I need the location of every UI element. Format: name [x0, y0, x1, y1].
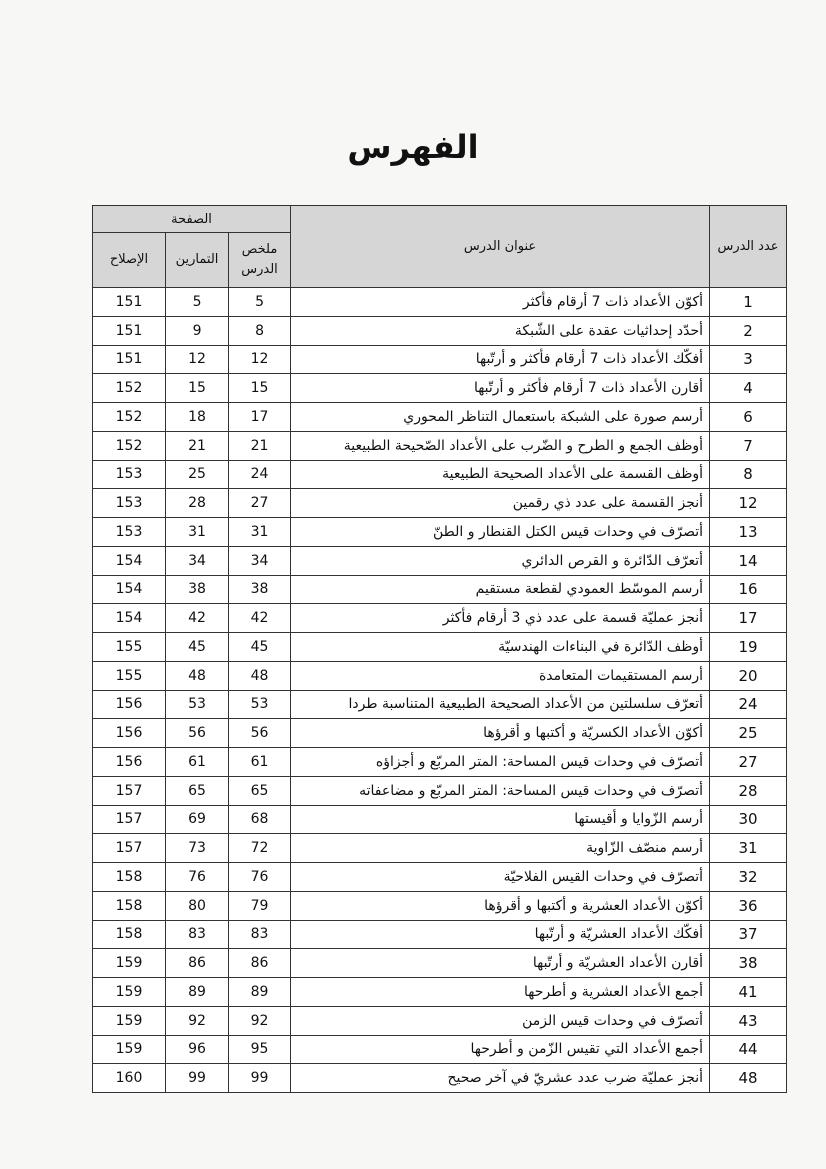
table-row [93, 374, 787, 403]
summary-page-cell: 5 [229, 288, 291, 317]
lesson-title-cell: أتصرّف في وحدات القيس الفلاحيّة [291, 863, 710, 892]
table-row [93, 661, 787, 690]
exercises-page-cell: 92 [166, 1006, 229, 1035]
lesson-title-cell: أحدّد إحداثيات عقدة على الشّبكة [291, 316, 710, 345]
exercises-page-cell: 61 [166, 748, 229, 777]
correction-page-cell: 156 [93, 719, 166, 748]
lesson-number-cell: 13 [710, 518, 787, 547]
correction-page-cell: 151 [93, 288, 166, 317]
exercises-page-cell: 80 [166, 891, 229, 920]
summary-page-cell: 79 [229, 891, 291, 920]
lesson-title-cell: أرسم صورة على الشبكة باستعمال التناظر المحوري [291, 403, 710, 432]
lesson-number-cell: 30 [710, 805, 787, 834]
lesson-number-cell: 32 [710, 863, 787, 892]
lesson-number-cell: 28 [710, 776, 787, 805]
table-row [93, 748, 787, 777]
header-lesson-title: عنوان الدرس [291, 206, 710, 288]
correction-page-cell: 153 [93, 518, 166, 547]
lesson-number-cell: 43 [710, 1006, 787, 1035]
lesson-number-cell: 24 [710, 690, 787, 719]
lesson-number-cell: 20 [710, 661, 787, 690]
exercises-page-cell: 96 [166, 1035, 229, 1064]
exercises-page-cell: 18 [166, 403, 229, 432]
lesson-number-cell: 16 [710, 575, 787, 604]
lesson-number-cell: 31 [710, 834, 787, 863]
exercises-page-cell: 21 [166, 431, 229, 460]
lesson-title-cell: أوظف الدّائرة في البناءات الهندسيّة [291, 633, 710, 662]
exercises-page-cell: 31 [166, 518, 229, 547]
correction-page-cell: 154 [93, 546, 166, 575]
correction-page-cell: 151 [93, 345, 166, 374]
lesson-title-cell: أجمع الأعداد التي تقيس الزّمن و أطرحها [291, 1035, 710, 1064]
table-row [93, 776, 787, 805]
summary-page-cell: 89 [229, 978, 291, 1007]
lesson-title-cell: أكوّن الأعداد الكسريّة و أكتبها و أقرؤها [291, 719, 710, 748]
lesson-number-cell: 25 [710, 719, 787, 748]
summary-page-cell: 45 [229, 633, 291, 662]
table-row [93, 546, 787, 575]
exercises-page-cell: 15 [166, 374, 229, 403]
summary-page-cell: 76 [229, 863, 291, 892]
table-row [93, 431, 787, 460]
correction-page-cell: 159 [93, 1035, 166, 1064]
lesson-number-cell: 6 [710, 403, 787, 432]
lesson-title-cell: أجمع الأعداد العشرية و أطرحها [291, 978, 710, 1007]
exercises-page-cell: 73 [166, 834, 229, 863]
correction-page-cell: 151 [93, 316, 166, 345]
lesson-title-cell: أوظف القسمة على الأعداد الصحيحة الطبيعية [291, 460, 710, 489]
correction-page-cell: 153 [93, 489, 166, 518]
summary-page-cell: 21 [229, 431, 291, 460]
correction-page-cell: 159 [93, 1006, 166, 1035]
correction-page-cell: 157 [93, 776, 166, 805]
summary-page-cell: 8 [229, 316, 291, 345]
lesson-title-cell: أقارن الأعداد العشريّة و أرتّبها [291, 949, 710, 978]
summary-page-cell: 38 [229, 575, 291, 604]
lesson-title-cell: أتصرّف في وحدات قيس الزمن [291, 1006, 710, 1035]
index-table [92, 205, 787, 1093]
summary-page-cell: 68 [229, 805, 291, 834]
lesson-number-cell: 1 [710, 288, 787, 317]
lesson-number-cell: 41 [710, 978, 787, 1007]
lesson-number-cell: 12 [710, 489, 787, 518]
lesson-number-cell: 4 [710, 374, 787, 403]
table-row [93, 460, 787, 489]
correction-page-cell: 158 [93, 920, 166, 949]
exercises-page-cell: 56 [166, 719, 229, 748]
lesson-number-cell: 44 [710, 1035, 787, 1064]
table-row [93, 403, 787, 432]
correction-page-cell: 155 [93, 633, 166, 662]
exercises-page-cell: 53 [166, 690, 229, 719]
lesson-title-cell: أقارن الأعداد ذات 7 أرقام فأكثر و أرتّبها [291, 374, 710, 403]
table-row [93, 489, 787, 518]
lesson-title-cell: أرسم الموسّط العمودي لقطعة مستقيم [291, 575, 710, 604]
exercises-page-cell: 69 [166, 805, 229, 834]
summary-page-cell: 24 [229, 460, 291, 489]
table-row [93, 891, 787, 920]
table-row [93, 719, 787, 748]
summary-page-cell: 17 [229, 403, 291, 432]
summary-page-cell: 27 [229, 489, 291, 518]
correction-page-cell: 152 [93, 403, 166, 432]
lesson-number-cell: 36 [710, 891, 787, 920]
table-row [93, 1064, 787, 1093]
table-row [93, 834, 787, 863]
summary-page-cell: 53 [229, 690, 291, 719]
lesson-number-cell: 27 [710, 748, 787, 777]
lesson-title-cell: أتصرّف في وحدات قيس الكتل القنطار و الطنّ [291, 518, 710, 547]
lesson-title-cell: أرسم المستقيمات المتعامدة [291, 661, 710, 690]
lesson-number-cell: 38 [710, 949, 787, 978]
correction-page-cell: 158 [93, 863, 166, 892]
exercises-page-cell: 5 [166, 288, 229, 317]
table-row [93, 1006, 787, 1035]
table-row [93, 518, 787, 547]
lesson-title-cell: أكوّن الأعداد العشرية و أكتبها و أقرؤها [291, 891, 710, 920]
summary-page-cell: 92 [229, 1006, 291, 1035]
correction-page-cell: 154 [93, 575, 166, 604]
exercises-page-cell: 42 [166, 604, 229, 633]
table-row [93, 805, 787, 834]
header-exercises: التمارين [166, 233, 229, 288]
lesson-number-cell: 2 [710, 316, 787, 345]
exercises-page-cell: 28 [166, 489, 229, 518]
lesson-title-cell: أرسم منصّف الزّاوية [291, 834, 710, 863]
summary-page-cell: 42 [229, 604, 291, 633]
summary-page-cell: 56 [229, 719, 291, 748]
correction-page-cell: 160 [93, 1064, 166, 1093]
summary-page-cell: 15 [229, 374, 291, 403]
lesson-title-cell: أتعرّف سلسلتين من الأعداد الصحيحة الطبيعية المتناسبة طردا [291, 690, 710, 719]
exercises-page-cell: 45 [166, 633, 229, 662]
lesson-title-cell: أنجز عمليّة ضرب عدد عشريّ في آخر صحيح [291, 1064, 710, 1093]
summary-page-cell: 61 [229, 748, 291, 777]
lesson-number-cell: 19 [710, 633, 787, 662]
correction-page-cell: 158 [93, 891, 166, 920]
summary-page-cell: 86 [229, 949, 291, 978]
exercises-page-cell: 25 [166, 460, 229, 489]
summary-page-cell: 34 [229, 546, 291, 575]
lesson-title-cell: أتصرّف في وحدات قيس المساحة: المتر المربّع و مضاعفاته [291, 776, 710, 805]
table-row [93, 949, 787, 978]
table-row [93, 288, 787, 317]
correction-page-cell: 156 [93, 748, 166, 777]
lesson-title-cell: أنجز القسمة على عدد ذي رقمين [291, 489, 710, 518]
correction-page-cell: 157 [93, 834, 166, 863]
lesson-title-cell: أوظف الجمع و الطرح و الضّرب على الأعداد الصّحيحة الطبيعية [291, 431, 710, 460]
lesson-number-cell: 3 [710, 345, 787, 374]
lesson-number-cell: 7 [710, 431, 787, 460]
correction-page-cell: 155 [93, 661, 166, 690]
header-summary: ملخص الدرس [229, 233, 291, 288]
table-row [93, 575, 787, 604]
summary-page-cell: 48 [229, 661, 291, 690]
exercises-page-cell: 86 [166, 949, 229, 978]
lesson-number-cell: 14 [710, 546, 787, 575]
correction-page-cell: 153 [93, 460, 166, 489]
exercises-page-cell: 38 [166, 575, 229, 604]
exercises-page-cell: 48 [166, 661, 229, 690]
summary-page-cell: 65 [229, 776, 291, 805]
page-title: الفهرس [347, 128, 479, 166]
table-row [93, 978, 787, 1007]
summary-page-cell: 95 [229, 1035, 291, 1064]
correction-page-cell: 159 [93, 978, 166, 1007]
lesson-number-cell: 17 [710, 604, 787, 633]
correction-page-cell: 152 [93, 374, 166, 403]
summary-page-cell: 83 [229, 920, 291, 949]
correction-page-cell: 154 [93, 604, 166, 633]
table-row [93, 1035, 787, 1064]
correction-page-cell: 156 [93, 690, 166, 719]
table-row [93, 863, 787, 892]
table-row [93, 690, 787, 719]
table-row [93, 345, 787, 374]
exercises-page-cell: 99 [166, 1064, 229, 1093]
lesson-title-cell: أرسم الزّوايا و أقيستها [291, 805, 710, 834]
lesson-title-cell: أتصرّف في وحدات قيس المساحة: المتر المربّع و أجزاؤه [291, 748, 710, 777]
exercises-page-cell: 83 [166, 920, 229, 949]
summary-page-cell: 72 [229, 834, 291, 863]
correction-page-cell: 157 [93, 805, 166, 834]
header-correction: الإصلاح [93, 233, 166, 288]
exercises-page-cell: 89 [166, 978, 229, 1007]
exercises-page-cell: 9 [166, 316, 229, 345]
table-row [93, 633, 787, 662]
lesson-title-cell: أكوّن الأعداد ذات 7 أرقام فأكثر [291, 288, 710, 317]
exercises-page-cell: 12 [166, 345, 229, 374]
summary-page-cell: 31 [229, 518, 291, 547]
exercises-page-cell: 76 [166, 863, 229, 892]
exercises-page-cell: 65 [166, 776, 229, 805]
lesson-title-cell: أفكّك الأعداد ذات 7 أرقام فأكثر و أرتّبها [291, 345, 710, 374]
lesson-number-cell: 48 [710, 1064, 787, 1093]
summary-page-cell: 99 [229, 1064, 291, 1093]
summary-page-cell: 12 [229, 345, 291, 374]
correction-page-cell: 159 [93, 949, 166, 978]
header-lesson-number: عدد الدرس [710, 206, 787, 288]
table-row [93, 920, 787, 949]
exercises-page-cell: 34 [166, 546, 229, 575]
lesson-title-cell: أنجز عمليّة قسمة على عدد ذي 3 أرقام فأكثر [291, 604, 710, 633]
lesson-number-cell: 8 [710, 460, 787, 489]
lesson-number-cell: 37 [710, 920, 787, 949]
lesson-title-cell: أتعرّف الدّائرة و القرص الدائري [291, 546, 710, 575]
correction-page-cell: 152 [93, 431, 166, 460]
lesson-title-cell: أفكّك الأعداد العشريّة و أرتّبها [291, 920, 710, 949]
table-row [93, 604, 787, 633]
table-row [93, 316, 787, 345]
header-page-group: الصفحة [93, 206, 291, 233]
